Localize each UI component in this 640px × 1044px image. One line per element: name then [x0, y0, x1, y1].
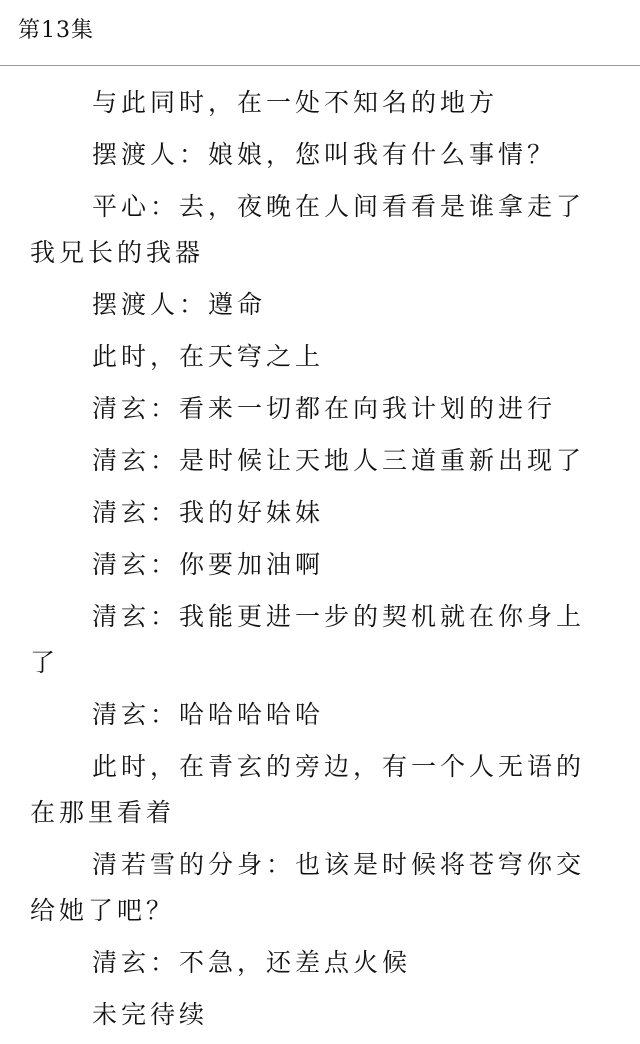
- chapter-title: 第13集: [18, 18, 94, 43]
- paragraph: 与此同时，在一处不知名的地方: [92, 88, 499, 117]
- paragraph: 清玄：哈哈哈哈哈: [92, 700, 325, 729]
- paragraph: 清玄：你要加油啊: [92, 550, 325, 579]
- paragraph: 此时，在青玄的旁边，有一个人无语的在那里看着: [30, 752, 586, 827]
- paragraph: 摆渡人：遵命: [92, 290, 267, 319]
- paragraph: 此时，在天穹之上: [92, 342, 325, 371]
- paragraph: 清若雪的分身：也该是时候将苍穹你交给她了吧？: [30, 850, 586, 925]
- paragraph: 清玄：我能更进一步的契机就在你身上了: [30, 602, 586, 677]
- chapter-header: [0, 0, 640, 66]
- paragraph: 清玄：不急，还差点火候: [92, 948, 412, 977]
- paragraph: 清玄：是时候让天地人三道重新出现了: [92, 446, 586, 475]
- paragraph: 平心：去，夜晚在人间看看是谁拿走了我兄长的我器: [30, 192, 586, 267]
- paragraph: 清玄：我的好妹妹: [92, 498, 325, 527]
- paragraph: 清玄：看来一切都在向我计划的进行: [92, 394, 557, 423]
- paragraph: 未完待续: [92, 1000, 209, 1029]
- paragraph: 摆渡人：娘娘，您叫我有什么事情？: [92, 140, 557, 169]
- article-body: [30, 80, 610, 1044]
